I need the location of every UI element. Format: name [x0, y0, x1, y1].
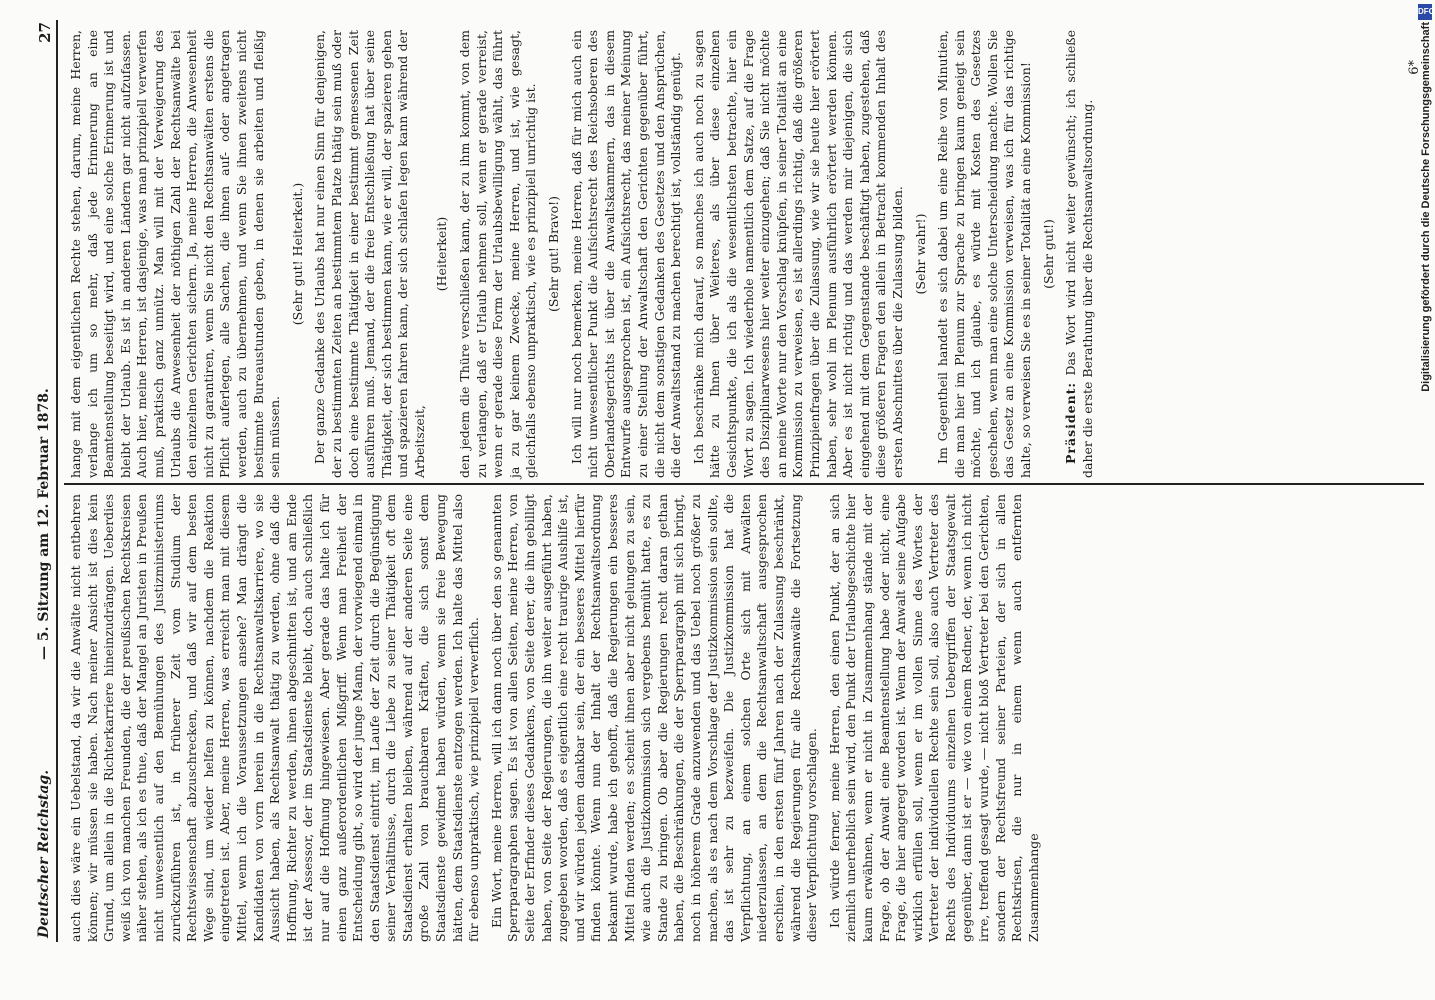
- running-head-title: Deutscher Reichstag.: [36, 769, 52, 938]
- left-paragraph-1: auch dies wäre ein Uebelstand, da wir die Anwälte nicht entbehren können; wir müssen sie haben. Nach meiner Ansicht ist dies kein Grund, um allein in die Richterkarriere hineinzudrängen. Ueberdies weiß ich von manchen Freunden, die der preußischen Rechtskreisen näher stehen, als ich es thue, daß der Mangel an Juristen in Preußen nicht unwesentlich auf den Bemühungen des Justizministeriums zurückzuführen ist, in früherer Zeit vom Studium der Rechtswissenschaft abzuschrecken, und daß wir auf dem besten Wege sind, um wieder helfen zu können, nachdem die Reaktion eingetreten ist. Aber, meine Herren, was erreicht man mit diesem Mittel, wenn ich die Voraussetzungen ansehe? Man drängt die Kandidaten von vorn herein in die Rechtsanwaltskarriere, wo sie Aussicht haben, als Rechtsanwalt thätig zu werden, ohne daß die Hoffnung, Richter zu werden, ihnen abgeschnitten ist, und am Ende ist der Assessor, der im Staatsdienste bleibt, doch auch schließlich nur auf die Hoffnung hingewiesen. Aber gerade das halte ich für einen ganz außerordentlichen Mißgriff. Wenn man Freiheit der Entscheidung gibt, so wird der junge Mann, der vorwiegend einmal in den Staatsdienst eintritt, im Laufe der Zeit durch die Begünstigung seiner Verhältnisse, durch die Liebe zu seiner Thätigkeit oft dem Staatsdienst erhalten bleiben, während auf der anderen Seite eine große Zahl von brauchbaren Kräften, die sich sonst dem Staatsdienste gewidmet haben würden, wenn sie freie Bewegung hätten, dem Staatsdienste entzogen werden. Ich halte das Mittel also für ebenso unpraktisch, wie prinzipiell verwerflich.: [68, 494, 482, 942]
- dfg-logo-icon: DFG: [1418, 4, 1432, 20]
- column-divider: [64, 483, 1424, 485]
- president-statement: [1063, 30, 1096, 478]
- sheet-signature: 6*: [1407, 60, 1422, 75]
- interjection: (Heiterkeit): [434, 216, 450, 292]
- right-column: [68, 30, 1428, 478]
- right-paragraph-5: Ich beschränke mich darauf, so manches ich auch noch zu sagen hätte zu Ihnen über Weiteres, als über diese einzelnen Gesichtspunkte, die ich als die wesentlichsten betrachte, hier ein Wort zu sagen. Ich wiederhole namentlich dem Satze, auf die Frage des Disziplinarwesens hier weiter einzugehen; daß Sie nicht möchte an meine Worte nur den Vorschlag knüpfen, in seiner Totalität an eine Kommission zu verweisen, es ist allerdings richtig, daß die größeren Prinzipienfragen über die Zulassung, wie wir sie heute hier erörtert haben, sehr wohl im Plenum ausführlich erörtert werden können. Aber es ist nicht richtig und das werden mir diejenigen, die sich eingehend mit dem Gegenstande beschäftigt haben, zugestehen, daß diese größeren Fragen den allein in Betracht kommenden Inhalt des ersten Abschnittes über die Zulassung bilden.: [690, 30, 905, 478]
- right-paragraph-6: Im Gegentheil handelt es sich dabei um eine Reihe von Minutien, die man hier im Plenum zur Sprache zu bringen kaum geneigt sein möchte, und ich glaube, es würde mit Kosten des Gesetzes geschehen, wenn man eine solche Unterscheidung machte. Wollen Sie das Gesetz an eine Kommission verweisen, was ich für das richtige halte, so verweisen Sie es in seiner Totalität an eine Kommission!: [935, 30, 1034, 478]
- right-paragraph-2: Der ganze Gedanke des Urlaubs hat nur einen Sinn für denjenigen, der zu bestimmten Zeiten an bestimmtem Platze thätig sein muß oder doch eine bestimmte Thätigkeit in einer bestimmt gemessenen Zeit ausführen muß. Jemand, der die freie Entschließung hat über seine Thätigkeit, der sich bestimmen kann, wie er will, der spazieren gehen und spazieren fahren kann, der sich schlafen legen kann während der Arbeitszeit,: [312, 30, 427, 478]
- interjection: (Sehr gut!): [1040, 219, 1056, 289]
- interjection: (Sehr gut! Heiterkeit.): [289, 182, 305, 326]
- president-text: Das Wort wird nicht weiter gewünscht; ich schließe daher die erste Berathung über die Rechtsanwaltsordnung.: [1063, 30, 1095, 478]
- left-paragraph-2: Ein Wort, meine Herren, will ich dann noch über den so genannten Sperrparagraphen sagen. Es ist von allen Seiten, meine Herren, von Seite der Erfinder dieses Gedankens, von Seite derer, die ihn gebilligt haben, von Seite der Regierungen, die ihn weiter ausgeführt haben, zugegeben worden, daß es eigentlich eine recht traurige Aushilfe ist, und wir würden jedem dankbar sein, der ein besseres Mittel hierfür finden könnte. Wenn nun der Inhalt der Rechtsanwaltsordnung bekannt wurde, habe ich gehofft, daß die Regierungen ein besseres Mittel finden werden; es scheint ihnen aber nicht gelungen zu sein, wie auch die Justizkommission sich vergebens bemüht hatte, es zu Stande zu bringen. Ob aber die Regierungen recht daran gethan haben, die Beschränkungen, die der Sperrparagraph mit sich bringt, noch in höherem Grade anzuwenden und das Uebel noch größer zu machen, als es nach dem Vorschlage der Justizkommission sein sollte, das ist sehr zu bezweifeln. Die Justizkommission hat die Verpflichtung, an einem solchen Orte sich mit Anwälten niederzulassen, an dem die Rechtsanwaltschaft ausgesprochen erschien, in den ersten fünf Jahren nach der Zulassung beschränkt, während die Regierungen für alle Rechtsanwälte die Fortsetzung dieser Verpflichtung vorschlagen.: [488, 494, 820, 942]
- page-number: 27: [36, 22, 54, 43]
- right-paragraph-3: den jedem die Thüre verschließen kann, der zu ihm kommt, von dem zu verlangen, daß er Urlaub nehmen soll, wenn er gerade verreist, wenn er gerade diese Form der Urlaubsbewilligung wählt, das führt ja zu gar keinem Zwecke, meine Herren, und ist, wie gesagt, gleichfalls ebenso unpraktisch, wie es prinzipiell unrichtig ist.: [457, 30, 539, 478]
- right-paragraph-1: hange mit dem eigentlichen Rechte stehen, darum, meine Herren, verlange ich um so mehr, daß jede Erinnerung an eine Beamtenstellung beseitigt wird, und eine solche Erinnerung ist und bleibt der Urlaub. Es ist in anderen Ländern gar nicht aufzufassen. Auch hier, meine Herren, ist dasjenige, was man prinzipiell verwerfen muß, praktisch ganz unnütz. Man will mit der Verweigerung des Urlaubs die Anwesenheit der nöthigen Zahl der Rechtsanwälte bei den einzelnen Gerichten sichern. Ja, meine Herren, die Anwesenheit nicht zu garantiren, wenn Sie nicht den Rechtsanwälten erstens die Pflicht auferlegen, alle Sachen, die ihnen auf- oder angetragen werden, auch zu übernehmen, und wenn Sie ihnen zweitens nicht bestimmte Bureaustunden geben, in denen sie arbeiten und fleißig sein müssen.: [68, 30, 283, 478]
- left-paragraph-3: Ich würde ferner, meine Herren, den einen Punkt, der an sich ziemlich unerheblich sein wird, den Punkt der Urlaubsgeschichte hier kaum erwähnen, wenn er nicht in Zusammenhang stände mit der Frage, ob der Anwalt eine Beamtenstellung habe oder nicht, eine Frage, die hier angeregt worden ist. Wenn der Anwalt seine Aufgabe wirklich erfüllen soll, wenn er im vollen Sinne des Wortes der Vertreter der individuellen Rechte sein soll, also auch Vertreter des Rechts des Individuums einzelnen Uebergriffen der Staatsgewalt gegenüber, dann ist er — wie von einem Redner, der, wenn ich nicht irre, treffend gesagt wurde, — nicht bloß Vertreter bei den Gerichten, sondern der Rechtsfreund seiner Parteien, der sich in allen Rechtskrisen, die nur in einem wenn auch entfernten Zusammenhange: [826, 494, 1041, 942]
- interjection: (Sehr wahr!): [912, 213, 928, 295]
- header-rule: [56, 20, 58, 942]
- interjection: (Sehr gut! Bravo!): [546, 196, 562, 313]
- left-column: [68, 494, 1428, 942]
- digitization-credit: Digitalisierung gefördert durch die Deutsche Forschungsgemeinschaft: [1420, 22, 1432, 392]
- speaker-label: Präsident:: [1063, 381, 1079, 464]
- running-head-session: — 5. Sitzung am 12. Februar 1878.: [36, 388, 52, 660]
- right-paragraph-4: Ich will nur noch bemerken, meine Herren, daß für mich auch ein nicht unwesentlicher Punkt die Aufsichtsrecht des Reichsoberen des Oberlandesgerichts ist über die Anwaltskammern, das in diesem Entwurfe ausgesprochen ist, ein Aufsichtsrecht, das meiner Meinung zu einer Stellung der Anwaltschaft den Gerichten gegenüber führt, die nicht dem sonstigen Gedanken des Gesetzes und den Ansprüchen, die der Anwaltsstand zu machen berechtigt ist, vollständig genügt.: [568, 30, 684, 478]
